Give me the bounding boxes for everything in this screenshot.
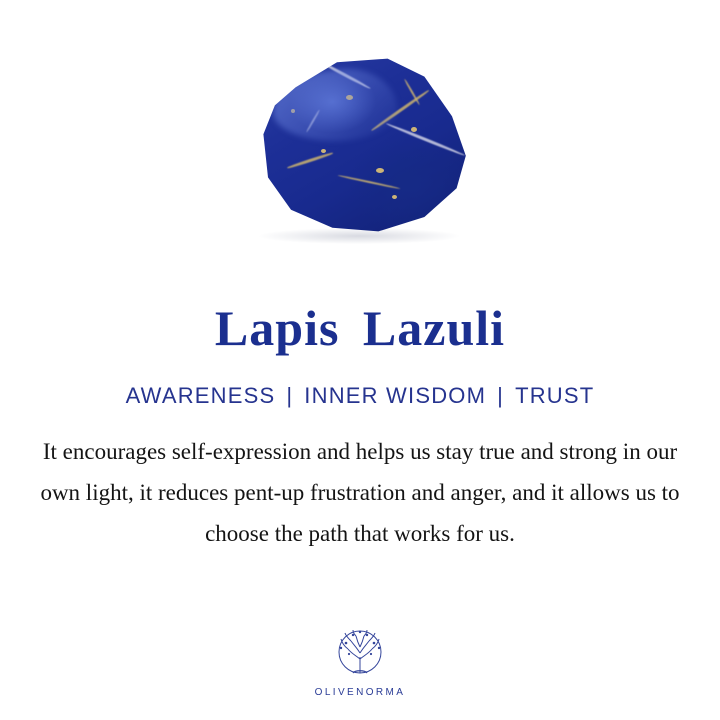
- keyword-inner-wisdom: INNER WISDOM: [304, 383, 487, 408]
- stone-image-area: [0, 0, 720, 285]
- keyword-list: [124, 383, 597, 409]
- stone-shadow: [259, 228, 459, 244]
- keyword-awareness: AWARENESS: [125, 383, 276, 408]
- pyrite-fleck: [291, 109, 295, 113]
- page-title: Lapis Lazuli: [214, 300, 506, 356]
- pyrite-fleck: [392, 195, 397, 199]
- stone-vein: [337, 174, 400, 189]
- tree-of-life-icon: [327, 627, 393, 683]
- keyword-separator: |: [286, 383, 294, 408]
- stone-vein: [287, 152, 333, 169]
- stone-vein: [370, 89, 429, 131]
- keyword-trust: TRUST: [515, 383, 595, 408]
- brand-name: OLIVENORMA: [314, 687, 406, 698]
- pyrite-fleck: [411, 127, 417, 132]
- stone-vein: [306, 109, 321, 133]
- brand-logo: [0, 627, 720, 698]
- pyrite-fleck: [376, 168, 384, 173]
- lapis-lazuli-stone-icon: [245, 55, 475, 235]
- stone-vein: [386, 122, 466, 157]
- stone-description: It encourages self-expression and helps us stay true and strong in our own light, it reduces pent-up frustration and anger, and it allows us to choose the path that works for us.: [40, 439, 680, 546]
- keyword-separator: |: [497, 383, 505, 408]
- stone-vein: [317, 59, 371, 90]
- pyrite-fleck: [321, 149, 326, 153]
- pyrite-fleck: [346, 95, 353, 100]
- stone-illustration: [245, 55, 475, 240]
